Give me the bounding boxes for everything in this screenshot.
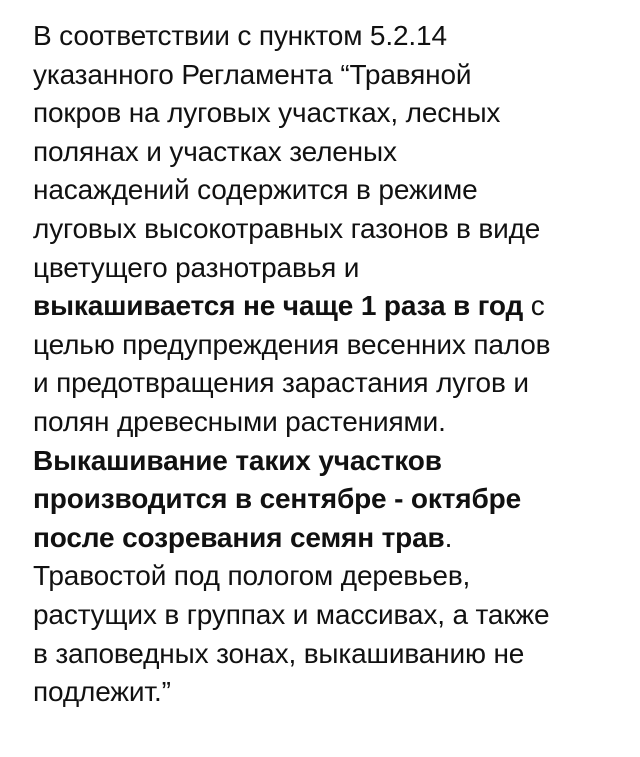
quoted-regulation-text <box>33 17 613 712</box>
text-line <box>33 287 613 326</box>
bold-text-segment: Выкашивание таких участков <box>33 444 442 476</box>
text-segment: целью предупреждения весенних палов <box>33 328 551 360</box>
text-line <box>33 364 613 403</box>
text-segment: и предотвращения зарастания лугов и <box>33 367 529 399</box>
text-segment: полян древесными растениями. <box>33 405 446 437</box>
text-line <box>33 326 613 365</box>
text-segment: насаждений содержится в режиме <box>33 174 478 206</box>
text-line <box>33 557 613 596</box>
text-segment: растущих в группах и массивах, а также <box>33 598 550 630</box>
bold-text-segment: после созревания семян трав <box>33 521 445 553</box>
text-line <box>33 94 613 133</box>
text-segment: в заповедных зонах, выкашиванию не <box>33 637 525 669</box>
text-line <box>33 596 613 635</box>
text-line <box>33 403 613 442</box>
text-line <box>33 442 613 481</box>
text-segment: В соответствии с пунктом 5.2.14 <box>33 20 447 51</box>
text-line <box>33 249 613 288</box>
text-line <box>33 56 613 95</box>
text-segment: . <box>444 521 453 553</box>
bold-text-segment: производится в сентябре - октябре <box>33 483 521 515</box>
text-segment: покров на луговых участках, лесных <box>33 97 501 129</box>
text-line <box>33 519 613 558</box>
text-line <box>33 171 613 210</box>
text-segment: Травостой под пологом деревьев, <box>33 560 471 592</box>
text-line <box>33 17 613 56</box>
text-segment: указанного Регламента “Травяной <box>33 58 472 90</box>
text-line <box>33 133 613 172</box>
text-segment: с <box>523 290 545 322</box>
text-line <box>33 480 613 519</box>
text-segment: полянах и участках зеленых <box>33 135 397 167</box>
text-segment: цветущего разнотравья и <box>33 251 360 283</box>
text-segment: подлежит.” <box>33 676 171 708</box>
text-segment: луговых высокотравных газонов в виде <box>33 212 541 244</box>
bold-text-segment: выкашивается не чаще 1 раза в год <box>33 290 524 322</box>
text-line <box>33 210 613 249</box>
text-line <box>33 635 613 674</box>
text-line <box>33 673 613 712</box>
